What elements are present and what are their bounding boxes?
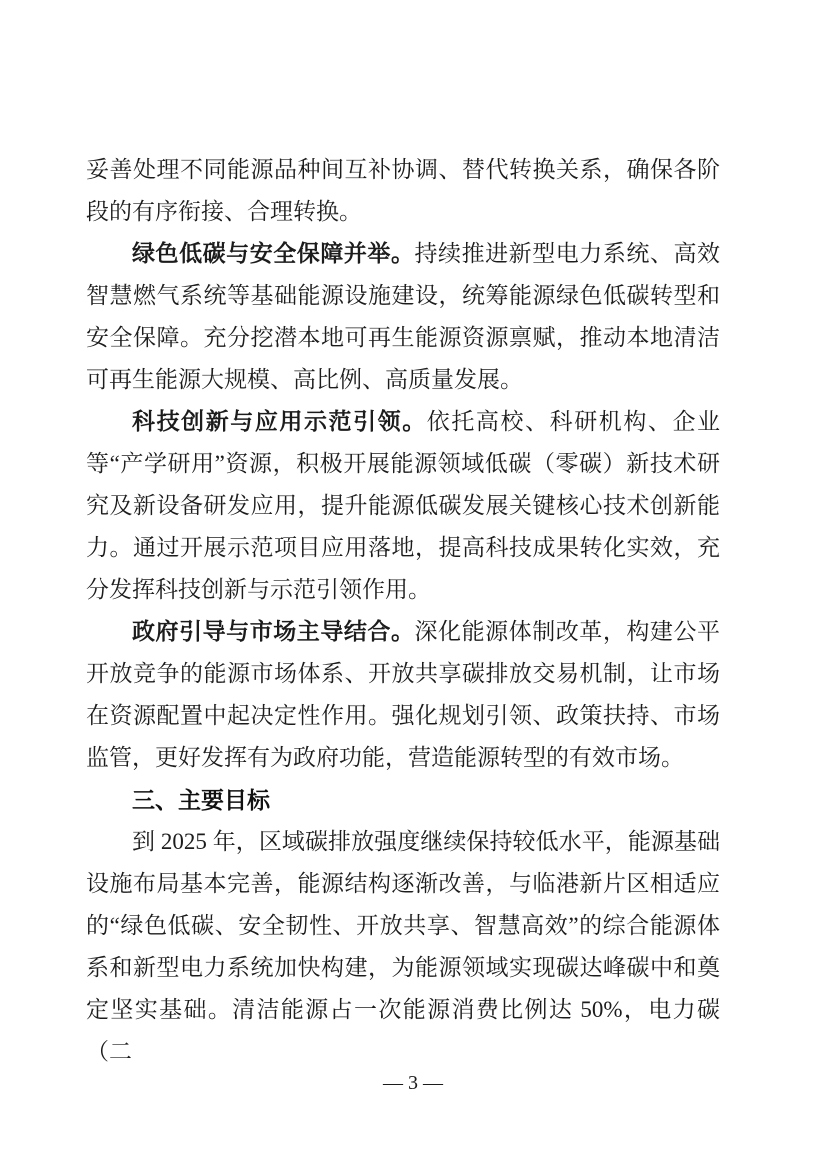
paragraph-bold-lead: 科技创新与应用示范引领。 bbox=[132, 409, 427, 434]
paragraph-government-market bbox=[86, 611, 720, 779]
document-body bbox=[86, 149, 720, 1073]
paragraph-bold-lead: 绿色低碳与安全保障并举。 bbox=[132, 241, 415, 266]
paragraph-continued-from-previous-page bbox=[86, 149, 720, 233]
page-number: — 3 — bbox=[383, 1072, 443, 1094]
paragraph-text: 妥善处理不同能源品种间互补协调、替代转换关系，确保各阶段的有序衔接、合理转换。 bbox=[86, 157, 720, 224]
section-heading-main-goals: 三、主要目标 bbox=[132, 787, 270, 813]
paragraph-text: 深化能源体制改革，构建公平开放竞争的能源市场体系、开放共享碳排放交易机制，让市场在资源配置中起决定性作用。强化规划引领、政策扶持、市场监管，更好发挥有为政府功能，营造能源转型的有效市场。 bbox=[86, 619, 721, 770]
paragraph-text: 到 2025 年，区域碳排放强度继续保持较低水平，能源基础设施布局基本完善，能源结构逐渐改善，与临港新片区相适应的“绿色低碳、安全韧性、开放共享、智慧高效”的综合能源体系和新型电力系统加快构建，为能源领域实现碳达峰碳中和奠定坚实基础。清洁能源占一次能源消费比例达 50%，电力碳（二 bbox=[86, 829, 720, 1064]
paragraph-green-lowcarbon-safety bbox=[86, 233, 720, 401]
paragraph-2025-goals bbox=[86, 821, 720, 1073]
paragraph-tech-innovation bbox=[86, 401, 720, 611]
paragraph-text: 持续推进新型电力系统、高效智慧燃气系统等基础能源设施建设，统筹能源绿色低碳转型和安全保障。充分挖潜本地可再生能源资源禀赋，推动本地清洁可再生能源大规模、高比例、高质量发展。 bbox=[86, 241, 721, 392]
paragraph-text: 依托高校、科研机构、企业等“产学研用”资源，积极开展能源领域低碳（零碳）新技术研究及新设备研发应用，提升能源低碳发展关键核心技术创新能力。通过开展示范项目应用落地，提高科技成果转化实效，充分发挥科技创新与示范引领作用。 bbox=[86, 409, 721, 602]
paragraph-bold-lead: 政府引导与市场主导结合。 bbox=[132, 619, 415, 644]
